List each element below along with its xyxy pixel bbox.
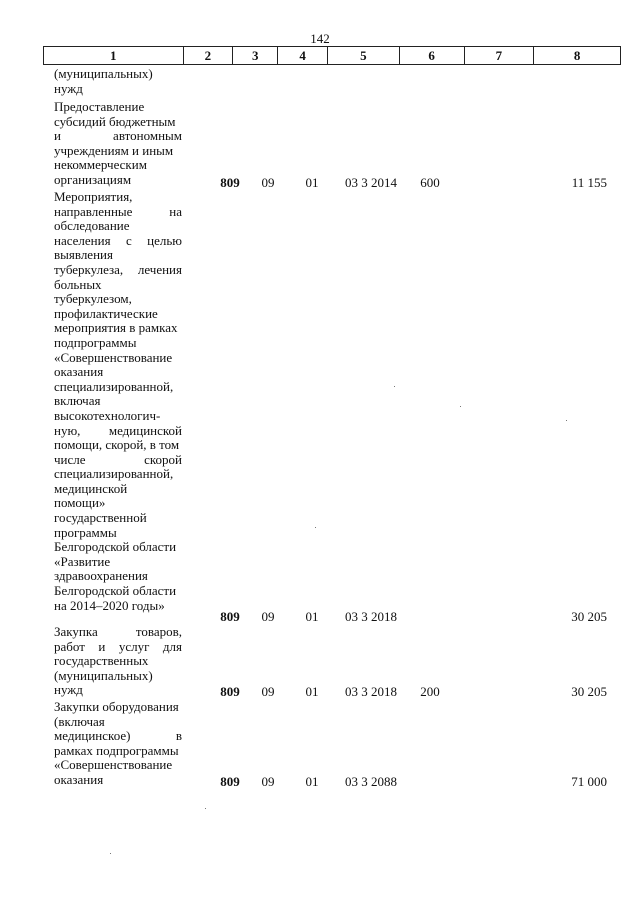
description-line: оказания bbox=[54, 364, 104, 380]
description-line: Белгородской области bbox=[54, 539, 177, 555]
description-line: помощи» bbox=[54, 495, 106, 511]
header-col-3: 3 bbox=[233, 47, 278, 64]
value-section: 09 bbox=[261, 609, 275, 624]
description-line: на 2014–2020 годы» bbox=[54, 597, 165, 613]
value-code: 809 bbox=[220, 774, 240, 789]
description-line: высокотехнологич- bbox=[54, 407, 161, 423]
scan-speck bbox=[315, 527, 316, 528]
table-row-4-description bbox=[54, 700, 182, 788]
header-col-5: 5 bbox=[328, 47, 400, 64]
description-line: населения с целью bbox=[54, 232, 182, 248]
description-line: помощи, скорой, в том bbox=[54, 437, 180, 453]
description-line: медицинское) в bbox=[54, 728, 182, 744]
page-number: 142 bbox=[310, 31, 330, 46]
description-line: нужд bbox=[54, 682, 83, 698]
value-article: 03 3 2018 bbox=[345, 609, 397, 624]
scan-speck bbox=[110, 853, 111, 854]
header-col-4: 4 bbox=[278, 47, 328, 64]
description-line: «Развитие bbox=[54, 553, 111, 569]
value-section: 09 bbox=[261, 684, 275, 699]
description-line: государственной bbox=[54, 510, 147, 526]
description-line: туберкулеза, лечения bbox=[54, 261, 182, 277]
header-col-1: 1 bbox=[44, 47, 184, 64]
scan-speck bbox=[460, 406, 461, 407]
value-subsection: 01 bbox=[305, 774, 319, 789]
value-sum: 11 155 bbox=[571, 175, 607, 190]
scan-speck bbox=[394, 386, 395, 387]
description-line: здравоохранения bbox=[54, 568, 148, 584]
description-line: медицинской bbox=[54, 480, 128, 496]
table-header-row bbox=[43, 46, 621, 65]
table-row-0-description bbox=[54, 67, 182, 96]
table-row-2-description bbox=[54, 190, 182, 613]
value-section: 09 bbox=[261, 774, 275, 789]
description-line: Закупки оборудования bbox=[54, 699, 179, 714]
value-sum: 30 205 bbox=[571, 609, 607, 624]
description-line: специализированной, bbox=[54, 378, 174, 394]
description-line: программы bbox=[54, 524, 117, 540]
description-line: (муниципальных) bbox=[54, 667, 153, 683]
value-subsection: 01 bbox=[305, 609, 319, 624]
description-line: направленные на bbox=[54, 203, 182, 219]
description-line: «Совершенствование bbox=[54, 349, 173, 365]
description-line: нужд bbox=[54, 80, 83, 96]
description-line: (включая bbox=[54, 713, 105, 729]
description-line: Мероприятия, bbox=[54, 189, 133, 204]
description-line: подпрограммы bbox=[54, 334, 137, 350]
value-sum: 71 000 bbox=[571, 774, 607, 789]
description-line: Предоставление bbox=[54, 99, 145, 114]
value-article: 03 3 2088 bbox=[345, 774, 397, 789]
description-line: туберкулезом, bbox=[54, 291, 132, 307]
description-line: Закупка товаров, bbox=[54, 624, 182, 639]
header-col-6: 6 bbox=[400, 47, 465, 64]
header-col-2: 2 bbox=[184, 47, 234, 64]
value-code: 809 bbox=[220, 684, 240, 699]
value-subsection: 01 bbox=[305, 684, 319, 699]
description-line: организациям bbox=[54, 171, 132, 187]
description-line: включая bbox=[54, 393, 101, 409]
value-article: 03 3 2018 bbox=[345, 684, 397, 699]
table-row-3-description bbox=[54, 625, 182, 698]
value-subsection: 01 bbox=[305, 175, 319, 190]
scan-speck bbox=[566, 420, 567, 421]
value-sum: 30 205 bbox=[571, 684, 607, 699]
description-line: выявления bbox=[54, 247, 113, 263]
description-line: оказания bbox=[54, 771, 104, 787]
description-line: работ и услуг для bbox=[54, 638, 182, 654]
value-expense-type: 600 bbox=[420, 175, 440, 190]
table-row-1-description bbox=[54, 100, 182, 188]
description-line: некоммерческим bbox=[54, 157, 147, 173]
description-line: учреждениям и иным bbox=[54, 142, 174, 158]
description-line: обследование bbox=[54, 218, 130, 234]
description-line: специализированной, bbox=[54, 466, 174, 482]
value-code: 809 bbox=[220, 609, 240, 624]
description-line: субсидий бюджетным bbox=[54, 113, 176, 129]
scan-speck bbox=[205, 808, 206, 809]
header-col-7: 7 bbox=[465, 47, 535, 64]
value-code: 809 bbox=[220, 175, 240, 190]
value-article: 03 3 2014 bbox=[345, 175, 397, 190]
value-expense-type: 200 bbox=[420, 684, 440, 699]
description-line: числе скорой bbox=[54, 451, 182, 467]
description-line: и автономным bbox=[54, 128, 182, 144]
description-line: больных bbox=[54, 276, 102, 292]
description-line: Белгородской области bbox=[54, 583, 177, 599]
header-col-8: 8 bbox=[573, 48, 581, 63]
description-line: государственных bbox=[54, 653, 149, 669]
description-line: профилактические bbox=[54, 305, 158, 321]
description-line: ную, медицинской bbox=[54, 422, 182, 438]
value-section: 09 bbox=[261, 175, 275, 190]
description-line: «Совершенствование bbox=[54, 757, 173, 773]
description-line: (муниципальных) bbox=[54, 66, 153, 81]
description-line: рамках подпрограммы bbox=[54, 742, 179, 758]
description-line: мероприятия в рамках bbox=[54, 320, 178, 336]
